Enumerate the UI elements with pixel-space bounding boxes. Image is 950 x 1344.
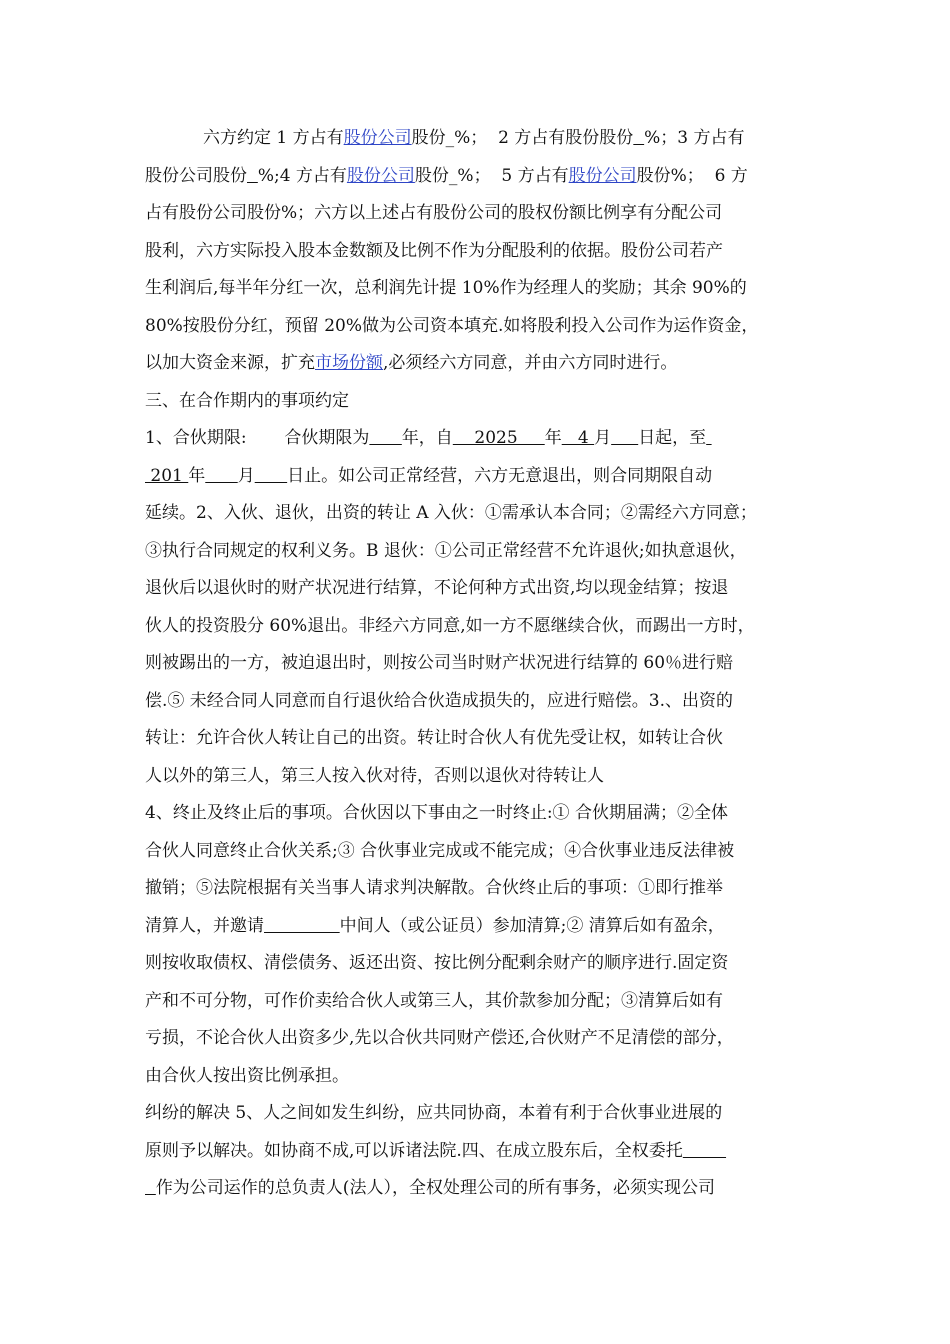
fill-in-blank bbox=[264, 916, 340, 936]
text-run: 以加大资金来源，扩充 bbox=[145, 353, 315, 373]
text-line bbox=[145, 870, 810, 908]
fill-in-blank bbox=[683, 1141, 726, 1161]
text-run: 股份_%； 5 方占有 bbox=[414, 165, 569, 186]
text-line bbox=[145, 720, 810, 758]
text-run: 月 bbox=[237, 465, 255, 486]
text-line bbox=[145, 458, 810, 496]
text-line bbox=[145, 795, 810, 833]
hyperlink[interactable]: 市场份额 bbox=[315, 353, 383, 373]
fill-in-blank: 2025 bbox=[452, 428, 545, 448]
text-run: 撤销；⑤法院根据有关当事人请求判决解散。合伙终止后的事项：①即行推举 bbox=[145, 878, 723, 898]
text-run: 月 bbox=[594, 428, 612, 448]
text-line bbox=[145, 945, 810, 983]
text-run: 年，自 bbox=[401, 428, 453, 448]
text-run: 中间人（或公证员）参加清算;② 清算后如有盈余， bbox=[339, 915, 725, 936]
text-run: 转让：允许合伙人转让自己的出资。转让时合伙人有优先受让权，如转让合伙 bbox=[145, 728, 723, 748]
text-run: 六方约定 1 方占有 bbox=[203, 128, 344, 148]
text-line bbox=[145, 120, 810, 158]
hyperlink[interactable]: 股份公司 bbox=[343, 128, 412, 148]
text-line bbox=[145, 533, 810, 571]
text-run: 股利，六方实际投入股本金数额及比例不作为分配股利的依据。股份公司若产 bbox=[145, 240, 723, 261]
text-run: 1、合伙期限: 合伙期限为 bbox=[145, 428, 370, 448]
text-run: 延续。2、入伙、退伙，出资的转让 A 入伙：①需承认本合同；②需经六方同意； bbox=[145, 503, 757, 523]
text-line bbox=[145, 233, 810, 271]
fill-in-blank bbox=[205, 466, 237, 486]
text-line bbox=[145, 758, 810, 796]
text-line bbox=[145, 383, 810, 421]
text-run: 则被踢出的一方，被迫退出时，则按公司当时财产状况进行结算的 60％进行赔 bbox=[145, 653, 734, 673]
text-line bbox=[145, 833, 810, 871]
text-run: 作为公司运作的总负责人(法人），全权处理公司的所有事务，必须实现公司 bbox=[155, 1178, 715, 1198]
text-run: ,必须经六方同意，并由六方同时进行。 bbox=[383, 353, 678, 373]
fill-in-blank bbox=[145, 1178, 156, 1198]
text-run: 股份_%； 2 方占有股份股份 bbox=[411, 128, 634, 148]
text-line bbox=[145, 1170, 810, 1208]
text-run: 日起，至 bbox=[638, 428, 707, 448]
text-line bbox=[145, 308, 810, 346]
hyperlink[interactable]: 股份公司 bbox=[346, 165, 415, 186]
hyperlink[interactable]: 股份公司 bbox=[568, 165, 637, 186]
fill-in-blank bbox=[255, 466, 287, 486]
text-run: 则按收取债权、清偿债务、返还出资、按比例分配剩余财产的顺序进行.固定资 bbox=[145, 953, 729, 973]
text-run: 年 bbox=[544, 428, 562, 448]
text-run: ③执行合同规定的权利义务。B 退伙：①公司正常经营不允许退伙;如执意退伙， bbox=[145, 540, 747, 561]
text-run: 占有股份公司股份%；六方以上述占有股份公司的股权份额比例享有分配公司 bbox=[145, 203, 723, 223]
text-line bbox=[145, 1133, 810, 1171]
text-line bbox=[145, 158, 810, 196]
text-line bbox=[145, 495, 810, 533]
text-run: %；3 方占有 bbox=[644, 128, 745, 148]
text-line bbox=[145, 683, 810, 721]
text-run: 亏损，不论合伙人出资多少,先以合伙共同财产偿还,合伙财产不足清偿的部分， bbox=[145, 1028, 734, 1048]
text-run: 股份公司股份 bbox=[145, 165, 247, 186]
text-run: 三、在合作期内的事项约定 bbox=[145, 390, 349, 411]
text-line bbox=[145, 270, 810, 308]
text-line bbox=[145, 645, 810, 683]
text-line bbox=[145, 345, 810, 383]
text-run: 日止。如公司正常经营，六方无意退出，则合同期限自动 bbox=[287, 465, 713, 486]
text-line bbox=[145, 195, 810, 233]
text-line bbox=[145, 1020, 810, 1058]
text-line bbox=[145, 608, 810, 646]
fill-in-blank: 4 bbox=[561, 428, 595, 448]
text-line bbox=[145, 1095, 810, 1133]
text-run: 由合伙人按出资比例承担。 bbox=[145, 1065, 349, 1086]
text-line bbox=[145, 570, 810, 608]
text-run: 原则予以解决。如协商不成,可以诉诸法院.四、在成立股东后，全权委托 bbox=[145, 1140, 683, 1161]
text-run: 退伙后以退伙时的财产状况进行结算，不论何种方式出资,均以现金结算；按退 bbox=[145, 578, 729, 598]
text-run: %;4 方占有 bbox=[257, 165, 347, 186]
text-run: 人以外的第三人，第三人按入伙对待，否则以退伙对待转让人 bbox=[145, 765, 604, 786]
text-run: 80%按股份分红，预留 20%做为公司资本填充.如将股利投入公司作为运作资金， bbox=[145, 315, 759, 336]
text-run: 纠纷的解决 5、人之间如发生纠纷，应共同协商，本着有利于合伙事业进展的 bbox=[145, 1103, 723, 1123]
text-run: 合伙人同意终止合伙关系;③ 合伙事业完成或不能完成；④合伙事业违反法律被 bbox=[145, 840, 735, 861]
text-run: 偿.⑤ 未经合同人同意而自行退伙给合伙造成损失的，应进行赔偿。3.、出资的 bbox=[145, 690, 734, 711]
text-run: 生利润后,每半年分红一次，总利润先计提 10%作为经理人的奖励；其余 90%的 bbox=[145, 278, 747, 298]
text-run: 产和不可分物，可作价卖给合伙人或第三人，其价款参加分配；③清算后如有 bbox=[145, 990, 723, 1011]
fill-in-blank bbox=[706, 428, 711, 448]
text-run: 清算人，并邀请 bbox=[145, 915, 264, 936]
text-line bbox=[145, 908, 810, 946]
text-line bbox=[145, 420, 810, 458]
text-run: 4、终止及终止后的事项。合伙因以下事由之一时终止:① 合伙期届满；②全体 bbox=[145, 803, 728, 823]
fill-in-blank bbox=[633, 128, 644, 148]
document-body bbox=[145, 120, 810, 1208]
text-run: 股份%； 6 方 bbox=[636, 165, 748, 186]
text-line bbox=[145, 1058, 810, 1096]
text-run: 伙人的投资股分 60%退出。非经六方同意,如一方不愿继续合伙，而踢出一方时， bbox=[145, 615, 755, 636]
fill-in-blank bbox=[611, 428, 638, 448]
text-line bbox=[145, 983, 810, 1021]
fill-in-blank bbox=[369, 428, 401, 448]
text-run: 年 bbox=[188, 465, 206, 486]
fill-in-blank bbox=[247, 166, 258, 186]
fill-in-blank: 201 bbox=[145, 465, 189, 486]
